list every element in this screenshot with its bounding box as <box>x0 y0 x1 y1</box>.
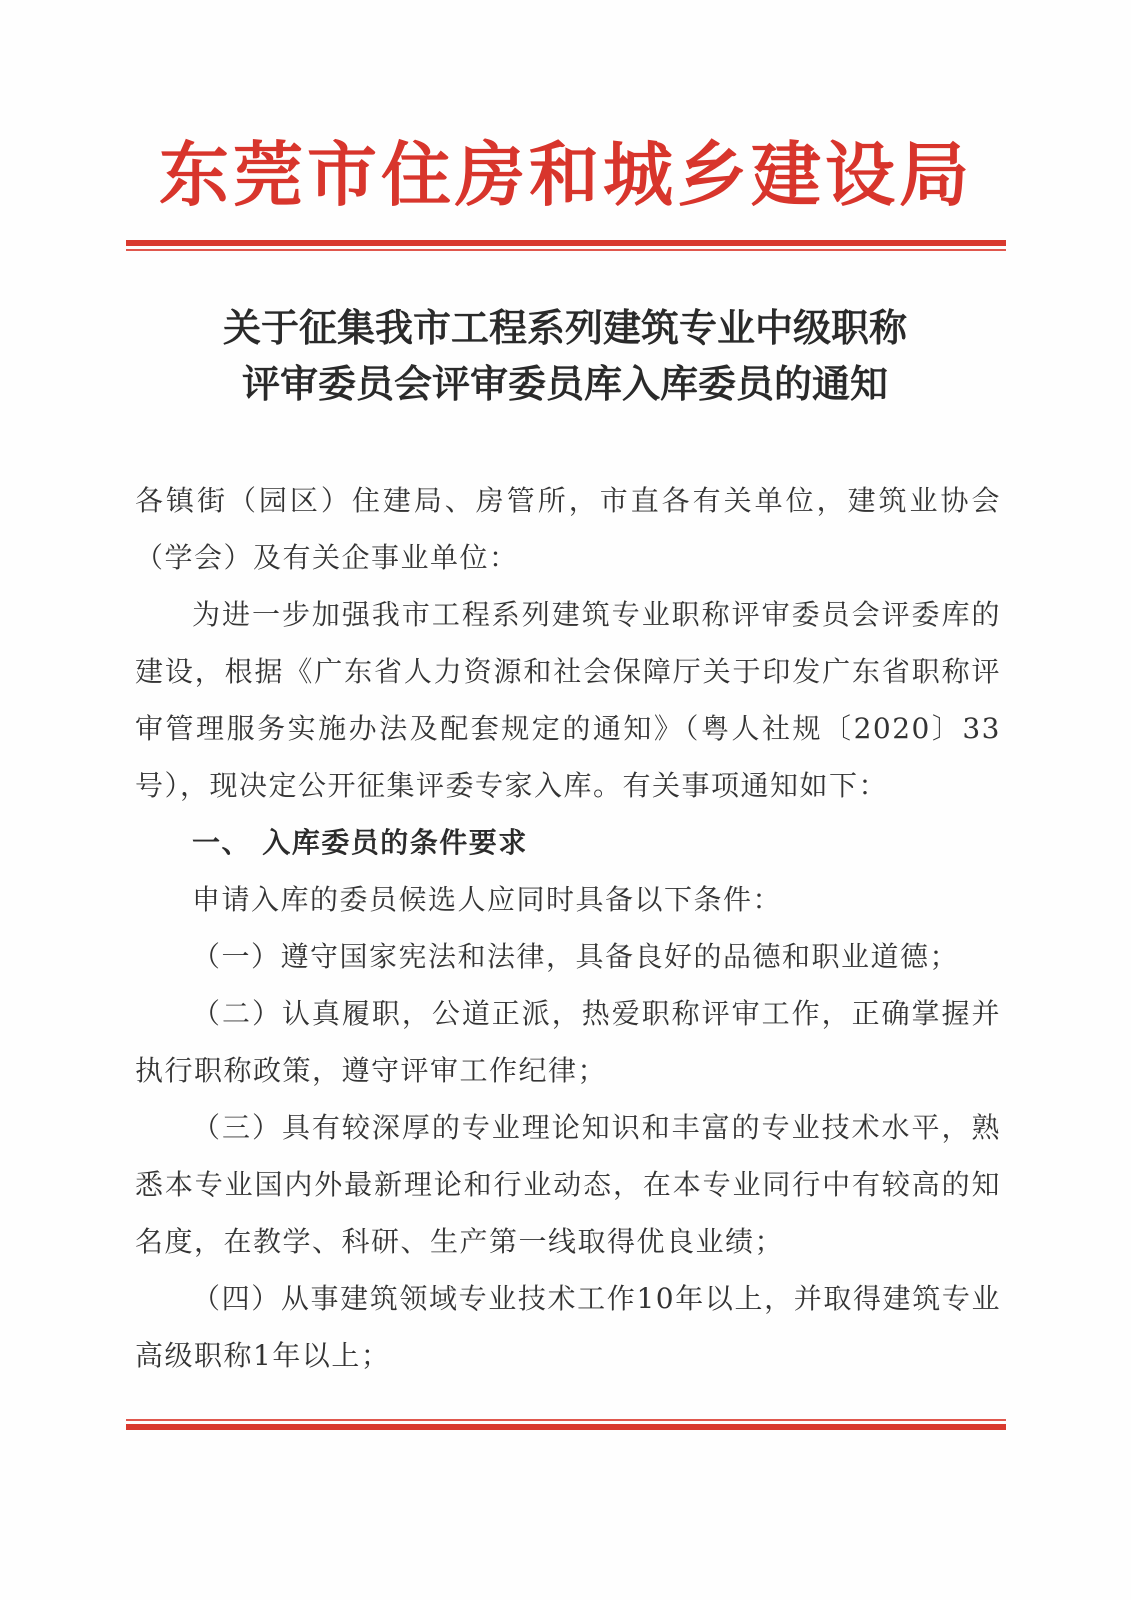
section-lead-paragraph: 申请入库的委员候选人应同时具备以下条件： <box>192 883 783 916</box>
requirement-item: （一）遵守国家宪法和法律，具备良好的品德和职业道德； <box>192 940 960 973</box>
document-body <box>135 472 1001 1384</box>
requirement-item: （四）从事建筑领域专业技术工作10年以上，并取得建筑专业高级职称1年以上； <box>135 1282 1001 1372</box>
section-heading: 一、 入库委员的条件要求 <box>192 826 528 859</box>
document-title-line-2: 评审委员会评审委员库入库委员的通知 <box>241 361 888 406</box>
addressee-paragraph: 各镇街（园区）住建局、房管所，市直各有关单位，建筑业协会（学会）及有关企事业单位： <box>135 484 1001 574</box>
requirement-item: （二）认真履职，公道正派，热爱职称评审工作，正确掌握并执行职称政策，遵守评审工作纪律； <box>135 997 1001 1087</box>
rule-thick-line <box>126 1424 1006 1430</box>
rule-thin-line <box>126 249 1006 251</box>
intro-paragraph: 为进一步加强我市工程系列建筑专业职称评审委员会评委库的建设，根据《广东省人力资源和社会保障厅关于印发广东省职称评审管理服务实施办法及配套规定的通知》（粤人社规〔2020〕33号），现决定公开征集评委专家入库。有关事项通知如下： <box>135 598 1001 802</box>
document-title-line-1: 关于征集我市工程系列建筑专业中级职称 <box>222 305 907 350</box>
letterhead-double-rule <box>126 240 1006 251</box>
letterhead-organization: 东莞市住房和城乡建设局 <box>159 134 973 216</box>
footer-double-rule <box>126 1419 1006 1430</box>
document-title <box>150 300 980 412</box>
requirement-item: （三）具有较深厚的专业理论知识和丰富的专业技术水平，熟悉本专业国内外最新理论和行业动态，在本专业同行中有较高的知名度，在教学、科研、生产第一线取得优良业绩； <box>135 1111 1001 1258</box>
